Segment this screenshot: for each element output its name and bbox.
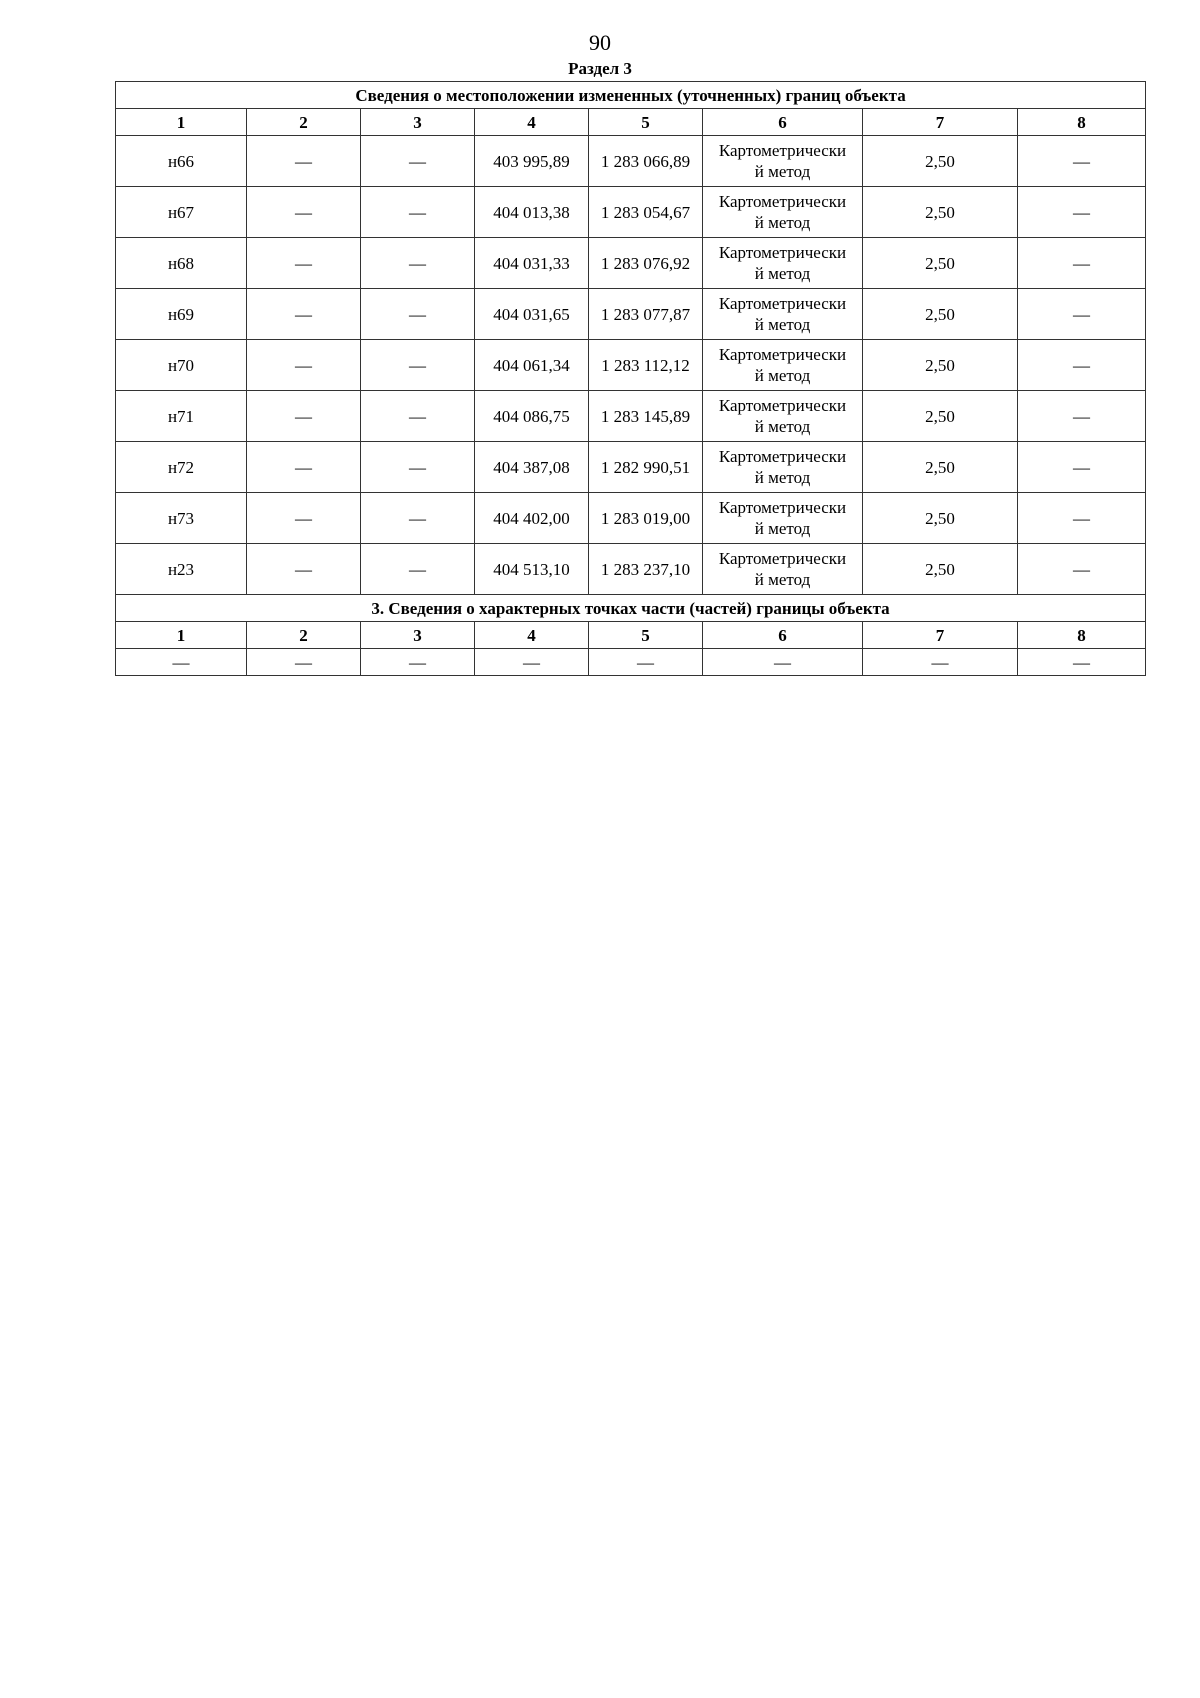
method-line: й метод xyxy=(754,366,811,385)
table-cell: — xyxy=(361,238,475,289)
table-cell: 2,50 xyxy=(863,493,1018,544)
table-cell: 404 031,65 xyxy=(475,289,589,340)
table-cell: — xyxy=(247,136,361,187)
table-cell: 403 995,89 xyxy=(475,136,589,187)
section-title: Раздел 3 xyxy=(568,59,632,78)
table2-column-header-row xyxy=(116,622,1146,649)
boundary-table xyxy=(115,81,1146,676)
column-header: 3 xyxy=(361,622,475,649)
method-line: й метод xyxy=(754,417,811,436)
table-cell: 404 402,00 xyxy=(475,493,589,544)
table-row xyxy=(116,340,1146,391)
table-cell: 404 061,34 xyxy=(475,340,589,391)
table-cell: — xyxy=(247,340,361,391)
table-row xyxy=(116,187,1146,238)
method-line: Картометрически xyxy=(718,498,847,517)
column-header: 8 xyxy=(1018,109,1146,136)
method-cell xyxy=(703,340,863,391)
method-line: й метод xyxy=(754,213,811,232)
table-row xyxy=(116,391,1146,442)
table-cell: — xyxy=(589,649,703,676)
method-cell xyxy=(703,238,863,289)
point-id-cell: н23 xyxy=(116,544,247,595)
column-header: 1 xyxy=(116,109,247,136)
table-cell: — xyxy=(247,493,361,544)
column-header: 6 xyxy=(703,109,863,136)
method-line: й метод xyxy=(754,519,811,538)
method-cell xyxy=(703,187,863,238)
column-header: 7 xyxy=(863,109,1018,136)
table2-title-row xyxy=(116,595,1146,622)
point-id-cell: н69 xyxy=(116,289,247,340)
column-header: 2 xyxy=(247,622,361,649)
column-header: 5 xyxy=(589,109,703,136)
table-cell: — xyxy=(247,442,361,493)
method-cell xyxy=(703,493,863,544)
column-header: 8 xyxy=(1018,622,1146,649)
table-cell: — xyxy=(247,238,361,289)
table-cell: — xyxy=(1018,391,1146,442)
table-row xyxy=(116,544,1146,595)
table-cell: 2,50 xyxy=(863,187,1018,238)
method-cell xyxy=(703,442,863,493)
table-cell: — xyxy=(361,187,475,238)
table-cell: — xyxy=(361,136,475,187)
table-cell: — xyxy=(1018,442,1146,493)
table-cell: — xyxy=(116,649,247,676)
point-id-cell: н66 xyxy=(116,136,247,187)
table-cell: — xyxy=(1018,493,1146,544)
table-cell: 2,50 xyxy=(863,340,1018,391)
table-cell: 404 086,75 xyxy=(475,391,589,442)
point-id-cell: н73 xyxy=(116,493,247,544)
table-cell: — xyxy=(361,544,475,595)
point-id-cell: н72 xyxy=(116,442,247,493)
table-cell: — xyxy=(361,442,475,493)
method-cell xyxy=(703,289,863,340)
table-cell: — xyxy=(361,493,475,544)
table-cell: 1 283 145,89 xyxy=(589,391,703,442)
point-id-cell: н68 xyxy=(116,238,247,289)
point-id-cell: н67 xyxy=(116,187,247,238)
method-line: й метод xyxy=(754,264,811,283)
table-cell: 1 282 990,51 xyxy=(589,442,703,493)
table1-column-header-row xyxy=(116,109,1146,136)
table-cell: — xyxy=(361,289,475,340)
table-cell: — xyxy=(1018,649,1146,676)
table-cell: — xyxy=(361,340,475,391)
table-cell: 1 283 237,10 xyxy=(589,544,703,595)
column-header: 3 xyxy=(361,109,475,136)
table-cell: — xyxy=(361,391,475,442)
table-cell: 1 283 076,92 xyxy=(589,238,703,289)
table-cell: — xyxy=(361,649,475,676)
table-row xyxy=(116,136,1146,187)
table2-empty-row xyxy=(116,649,1146,676)
method-line: й метод xyxy=(754,570,811,589)
column-header: 4 xyxy=(475,622,589,649)
table-cell: 1 283 112,12 xyxy=(589,340,703,391)
method-line: Картометрически xyxy=(718,294,847,313)
table-cell: 2,50 xyxy=(863,136,1018,187)
table-cell: 2,50 xyxy=(863,544,1018,595)
table-row xyxy=(116,442,1146,493)
table-cell: — xyxy=(1018,187,1146,238)
table-cell: 404 031,33 xyxy=(475,238,589,289)
table-cell: — xyxy=(247,391,361,442)
method-line: Картометрически xyxy=(718,549,847,568)
column-header: 1 xyxy=(116,622,247,649)
method-line: Картометрически xyxy=(718,345,847,364)
table-cell: 2,50 xyxy=(863,238,1018,289)
table-cell: — xyxy=(1018,238,1146,289)
method-line: Картометрически xyxy=(718,243,847,262)
table-cell: — xyxy=(703,649,863,676)
point-id-cell: н70 xyxy=(116,340,247,391)
table-cell: 1 283 019,00 xyxy=(589,493,703,544)
method-cell xyxy=(703,136,863,187)
table-cell: — xyxy=(247,187,361,238)
method-line: й метод xyxy=(754,162,811,181)
table-cell: — xyxy=(1018,289,1146,340)
table2-title: 3. Сведения о характерных точках части (частей) границы объекта xyxy=(116,595,1146,622)
method-line: й метод xyxy=(754,468,811,487)
table-cell: — xyxy=(247,289,361,340)
column-header: 6 xyxy=(703,622,863,649)
table-cell: 404 513,10 xyxy=(475,544,589,595)
column-header: 4 xyxy=(475,109,589,136)
point-id-cell: н71 xyxy=(116,391,247,442)
table-cell: — xyxy=(247,544,361,595)
table-cell: 404 013,38 xyxy=(475,187,589,238)
table-cell: 2,50 xyxy=(863,442,1018,493)
table-cell: 2,50 xyxy=(863,289,1018,340)
table-cell: 1 283 077,87 xyxy=(589,289,703,340)
column-header: 2 xyxy=(247,109,361,136)
table-row xyxy=(116,238,1146,289)
method-line: Картометрически xyxy=(718,192,847,211)
method-cell xyxy=(703,544,863,595)
table-cell: — xyxy=(1018,340,1146,391)
table-cell: — xyxy=(1018,544,1146,595)
method-line: й метод xyxy=(754,315,811,334)
column-header: 7 xyxy=(863,622,1018,649)
table-cell: — xyxy=(247,649,361,676)
method-cell xyxy=(703,391,863,442)
table-row xyxy=(116,289,1146,340)
table-cell: 1 283 054,67 xyxy=(589,187,703,238)
table-cell: — xyxy=(863,649,1018,676)
column-header: 5 xyxy=(589,622,703,649)
method-line: Картометрически xyxy=(718,447,847,466)
method-line: Картометрически xyxy=(718,396,847,415)
table-cell: 2,50 xyxy=(863,391,1018,442)
table-cell: — xyxy=(1018,136,1146,187)
table-cell: 404 387,08 xyxy=(475,442,589,493)
table-cell: — xyxy=(475,649,589,676)
table1-title-row xyxy=(116,82,1146,109)
table1-title: Сведения о местоположении измененных (уточненных) границ объекта xyxy=(116,82,1146,109)
method-line: Картометрически xyxy=(718,141,847,160)
table-row xyxy=(116,493,1146,544)
page-number: 90 xyxy=(589,30,611,55)
table-cell: 1 283 066,89 xyxy=(589,136,703,187)
